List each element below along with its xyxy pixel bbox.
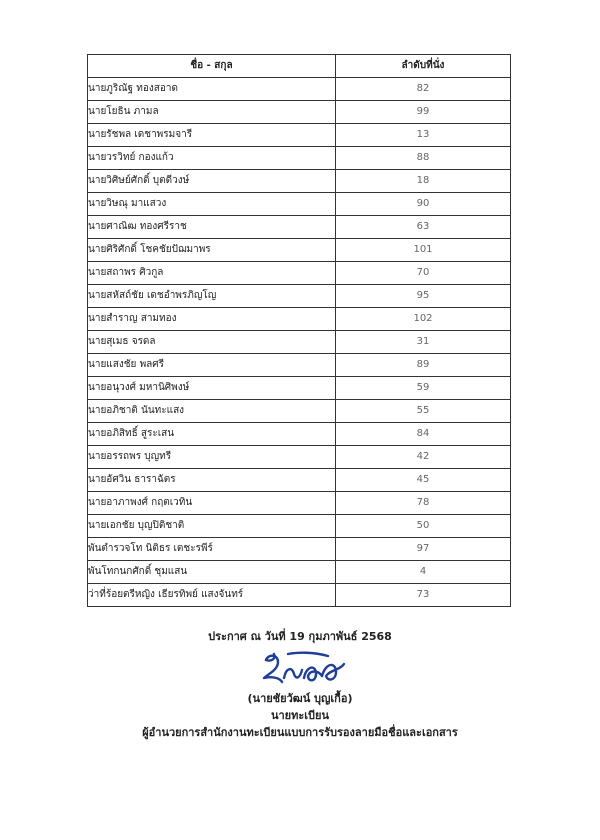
row-name-cell: นายอภิสิทธิ์ สูระเสน: [88, 423, 336, 446]
row-seat-cell: 84: [336, 423, 511, 446]
table-row: [88, 400, 511, 423]
row-name-cell: นายภูริณัฐ ทองสอาด: [88, 78, 336, 101]
table-row: [88, 469, 511, 492]
row-seat-cell: 89: [336, 354, 511, 377]
row-name-cell: นายอนุวงศ์ มหานิศิพงษ์: [88, 377, 336, 400]
table-row: [88, 124, 511, 147]
row-name-cell: นายสุเมธ จรดล: [88, 331, 336, 354]
handwritten-signature: [258, 648, 350, 686]
row-seat-cell: 90: [336, 193, 511, 216]
row-name-cell: นายอาภาพงศ์ กฤตเวทิน: [88, 492, 336, 515]
table-row: [88, 515, 511, 538]
row-seat-cell: 78: [336, 492, 511, 515]
table-row: [88, 423, 511, 446]
table-header-row: [88, 55, 511, 78]
table-row: [88, 354, 511, 377]
row-name-cell: นายอรรถพร บุญทรี: [88, 446, 336, 469]
row-seat-cell: 42: [336, 446, 511, 469]
seat-roster-table: [87, 54, 511, 607]
table-row: [88, 308, 511, 331]
table-row: [88, 561, 511, 584]
row-seat-cell: 55: [336, 400, 511, 423]
table-row: [88, 262, 511, 285]
row-seat-cell: 59: [336, 377, 511, 400]
row-name-cell: นายแสงชัย พลศรี: [88, 354, 336, 377]
column-header-seat: ลำดับที่นั่ง: [336, 55, 511, 78]
table-row: [88, 331, 511, 354]
row-name-cell: ว่าที่ร้อยตรีหญิง เธียรทิพย์ แสงจันทร์: [88, 584, 336, 607]
signatory-title: ผู้อำนวยการสำนักงานทะเบียนแบบการรับรองลายมือชื่อและเอกสาร: [142, 726, 458, 739]
table-row: [88, 78, 511, 101]
row-name-cell: พันโทกนกศักดิ์ ชุมแสน: [88, 561, 336, 584]
row-seat-cell: 13: [336, 124, 511, 147]
row-name-cell: นายสหัสถ์ชัย เดชอำพรภิญโญ: [88, 285, 336, 308]
row-name-cell: นายอัศวิน ธาราฉัตร: [88, 469, 336, 492]
row-seat-cell: 101: [336, 239, 511, 262]
row-name-cell: พันตำรวจโท นิติธร เตชะรพีร์: [88, 538, 336, 561]
row-seat-cell: 97: [336, 538, 511, 561]
row-name-cell: นายวิศิษย์ศักดิ์ บุตดีวงษ์: [88, 170, 336, 193]
table-row: [88, 239, 511, 262]
row-seat-cell: 63: [336, 216, 511, 239]
table-row: [88, 147, 511, 170]
row-name-cell: นายวรวิทย์ กองแก้ว: [88, 147, 336, 170]
table-row: [88, 377, 511, 400]
row-name-cell: นายศาณิฒ ทองศรีราช: [88, 216, 336, 239]
table-row: [88, 101, 511, 124]
row-seat-cell: 70: [336, 262, 511, 285]
row-seat-cell: 95: [336, 285, 511, 308]
row-seat-cell: 45: [336, 469, 511, 492]
row-seat-cell: 88: [336, 147, 511, 170]
signatory-position: นายทะเบียน: [270, 709, 329, 722]
row-name-cell: นายสำราญ สามทอง: [88, 308, 336, 331]
row-name-cell: นายรัชพล เดชาพรมจารี: [88, 124, 336, 147]
table-row: [88, 584, 511, 607]
table-row: [88, 538, 511, 561]
row-name-cell: นายวิษณุ มาแสวง: [88, 193, 336, 216]
row-seat-cell: 73: [336, 584, 511, 607]
row-seat-cell: 4: [336, 561, 511, 584]
row-name-cell: นายสถาพร ศิวกูล: [88, 262, 336, 285]
row-seat-cell: 99: [336, 101, 511, 124]
row-name-cell: นายศิริศักดิ์ โชคชัยปัฌมาพร: [88, 239, 336, 262]
row-name-cell: นายโยธิน ภามล: [88, 101, 336, 124]
announcement-date: ประกาศ ณ วันที่ 19 กุมภาพันธ์ 2568: [208, 630, 392, 643]
row-seat-cell: 102: [336, 308, 511, 331]
table-row: [88, 492, 511, 515]
row-seat-cell: 18: [336, 170, 511, 193]
row-name-cell: นายอภิชาติ นันทะแสง: [88, 400, 336, 423]
signatory-name: (นายชัยวัฒน์ บุญเกื้อ): [247, 692, 353, 705]
row-seat-cell: 82: [336, 78, 511, 101]
table-row: [88, 216, 511, 239]
table-row: [88, 446, 511, 469]
column-header-name: ชื่อ - สกุล: [88, 55, 336, 78]
table-row: [88, 170, 511, 193]
row-seat-cell: 31: [336, 331, 511, 354]
row-seat-cell: 50: [336, 515, 511, 538]
table-body: [88, 78, 511, 607]
row-name-cell: นายเอกชัย บุญปิติชาติ: [88, 515, 336, 538]
table-row: [88, 285, 511, 308]
table-row: [88, 193, 511, 216]
